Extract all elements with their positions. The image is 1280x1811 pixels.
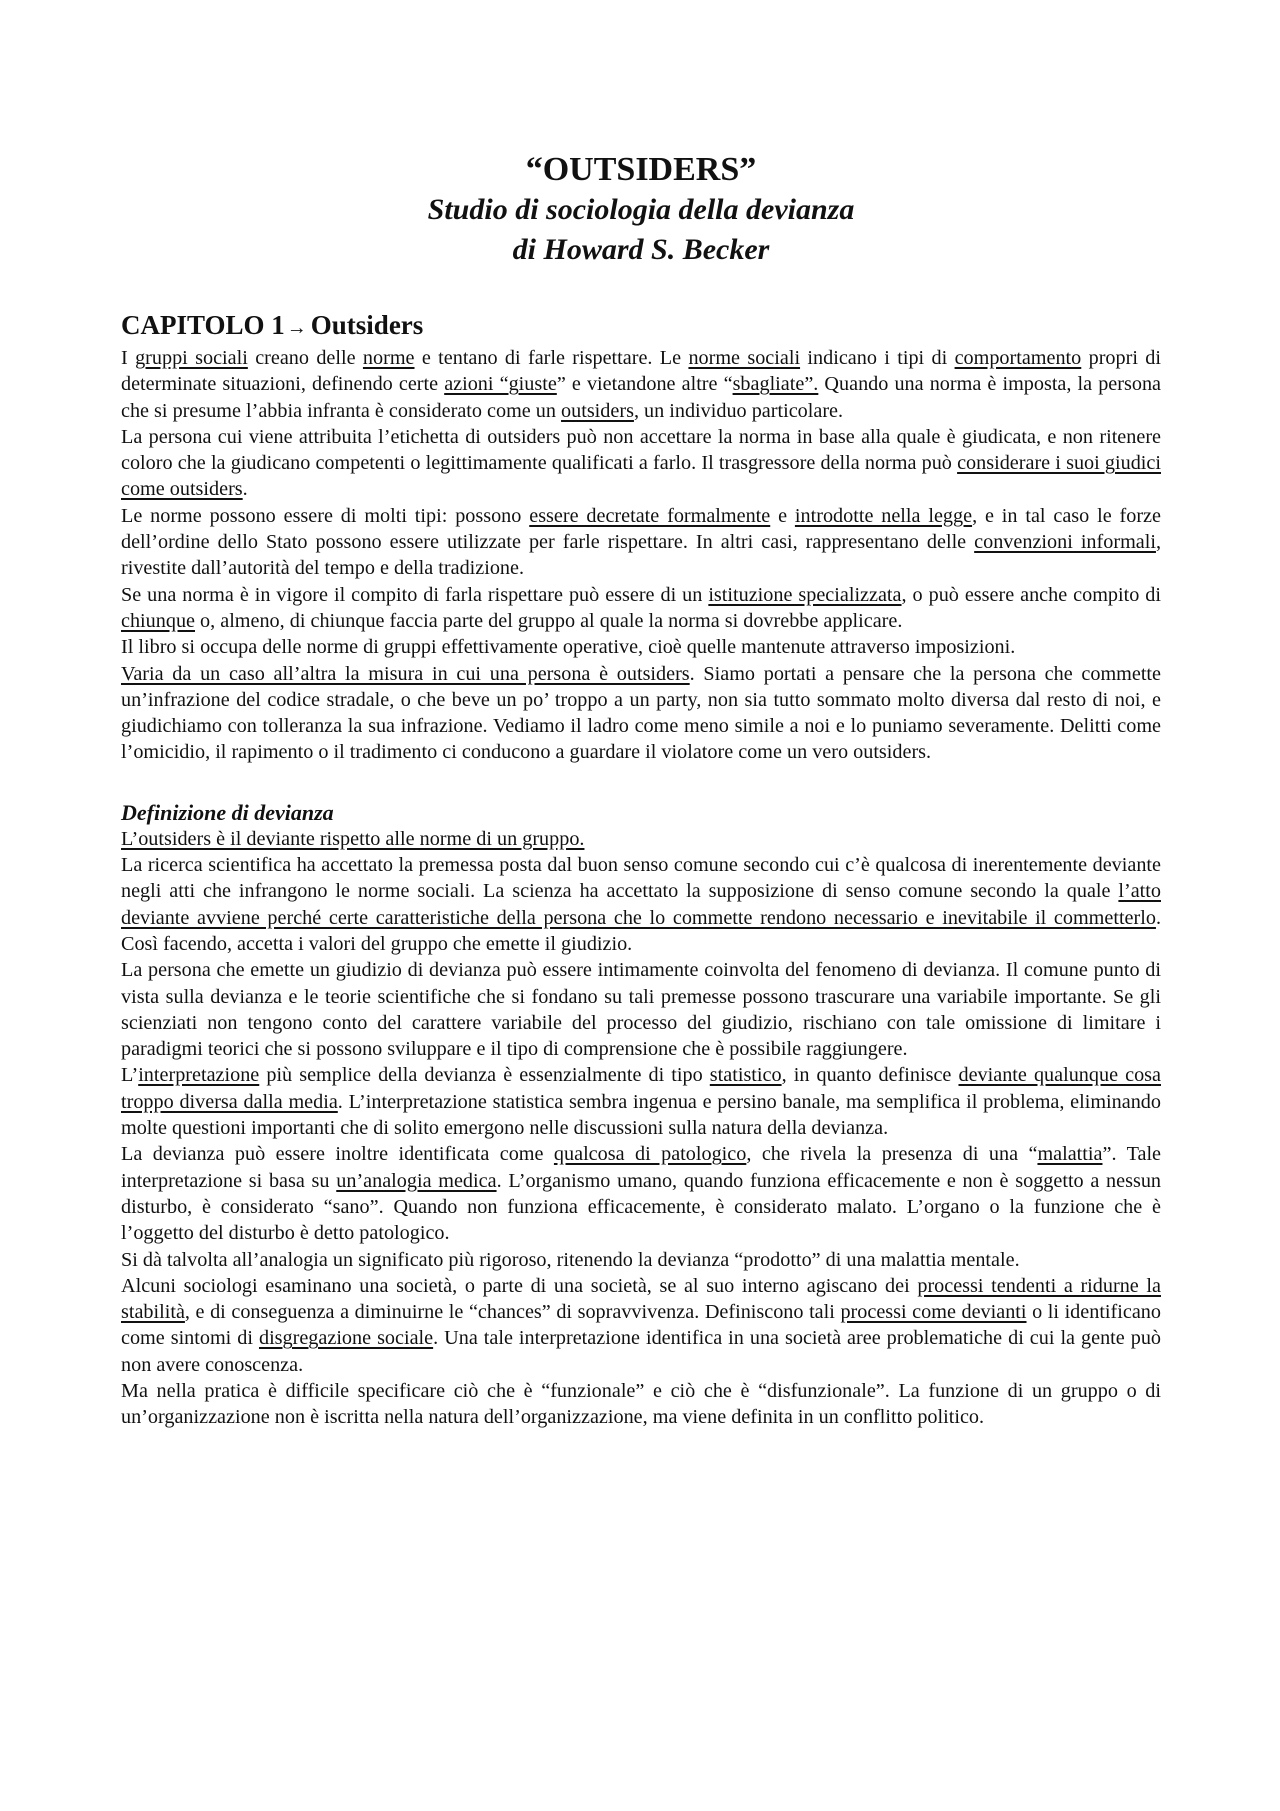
paragraph bbox=[121, 826, 1161, 852]
text-run: , o può essere anche compito di bbox=[901, 583, 1161, 606]
underlined-text: qualcosa di patologico bbox=[553, 1143, 747, 1166]
paragraph bbox=[121, 957, 1161, 1062]
section-body bbox=[121, 826, 1161, 1431]
underlined-text: processi come devianti bbox=[840, 1301, 1027, 1324]
paragraph bbox=[121, 1062, 1161, 1141]
chapter-body bbox=[121, 345, 1161, 766]
chapter-label: CAPITOLO 1 bbox=[121, 310, 285, 340]
underlined-text: introdotte nella legge bbox=[794, 504, 973, 527]
underlined-text: Varia da un caso all’altra la misura in cui una persona è outsiders bbox=[121, 662, 690, 685]
text-run: . Una tale interpretazione identifica in una società aree problematiche di cui la gente può non avere conoscenza. bbox=[121, 1327, 1162, 1376]
underlined-text: l’atto deviante avviene perché certe caratteristiche della persona che lo commette rendono necessario e inevitabile il commetterlo bbox=[121, 880, 1161, 929]
text-run: , un individuo particolare. bbox=[633, 399, 844, 422]
text-run: . L’interpretazione statistica sembra ingenua e persino banale, ma semplifica il problema, eliminando molte questioni importanti che di solito emergono nelle discussioni sulla natura della devianza. bbox=[121, 1090, 1161, 1140]
text-run: Le norme possono essere di molti tipi: possono bbox=[121, 504, 530, 527]
paragraph bbox=[121, 345, 1161, 424]
underlined-text: istituzione specializzata bbox=[708, 583, 902, 606]
text-run: . L’organismo umano, quando funziona efficacemente e non è soggetto a nessun disturbo, è considerato “sano”. Quando non funziona efficacemente, è considerato malato. L’organo o la funzione che è l’oggetto del disturbo è detto patologico. bbox=[121, 1169, 1162, 1245]
text-run: Se una norma è in vigore il compito di farla rispettare può essere di un bbox=[121, 583, 709, 606]
document-title: “OUTSIDERS” bbox=[525, 151, 757, 188]
underlined-text: un’analogia medica bbox=[336, 1169, 497, 1192]
document-author: di Howard S. Becker bbox=[512, 233, 770, 266]
text-run: più semplice della devianza è essenzialmente di tipo bbox=[259, 1064, 710, 1087]
text-run: ”. Tale interpretazione si basa su bbox=[121, 1143, 1162, 1192]
arrow-right-icon: → bbox=[286, 317, 307, 339]
text-run: Il libro si occupa delle norme di gruppi effettivamente operative, cioè quelle mantenute attraverso imposizioni. bbox=[121, 636, 1016, 659]
text-run: . bbox=[242, 478, 248, 501]
text-run: L’ bbox=[121, 1064, 139, 1087]
underlined-text: processi tendenti a ridurne la stabilità bbox=[121, 1274, 1161, 1324]
underlined-text: L’outsiders è il deviante rispetto alle norme di un gruppo. bbox=[121, 827, 585, 850]
text-run: e tentano di farle rispettare. Le bbox=[414, 347, 689, 369]
text-run: Quando una norma è imposta, la persona che si presume l’abbia infranta è considerato come un bbox=[121, 373, 1161, 422]
underlined-text: chiunque bbox=[121, 609, 195, 632]
text-run: . Così facendo, accetta i valori del gruppo che emette il giudizio. bbox=[121, 906, 1161, 955]
underlined-text: comportamento bbox=[954, 347, 1082, 369]
underlined-text: outsiders bbox=[561, 399, 634, 422]
section-heading: Definizione di devianza bbox=[121, 799, 334, 825]
document-subtitle: Studio di sociologia della devianza bbox=[427, 193, 855, 226]
paragraph bbox=[121, 634, 1161, 660]
underlined-text: sbagliate”. bbox=[732, 373, 819, 396]
underlined-text: malattia bbox=[1037, 1143, 1103, 1166]
paragraph bbox=[121, 582, 1161, 635]
text-run: La persona cui viene attribuita l’etichetta di outsiders può non accettare la norma in base alla quale è giudicata, e non ritenere coloro che la giudicano competenti o legittimamente qualificati a farlo. Il trasgressore della norma può bbox=[121, 425, 1161, 475]
text-run: La persona che emette un giudizio di devianza può essere intimamente coinvolta del fenomeno di devianza. Il comune punto di vista sulla devianza e le teorie scientifiche che si fondano su tali premesse possono trascurare una variabile importante. Se gli scienziati non tengono conto del carattere variabile del processo del giudizio, rischiano con tale omissione di limitare i paradigmi teorici che si possono sviluppare e il tipo di comprensione che è possibile raggiungere. bbox=[121, 959, 1161, 1061]
paragraph bbox=[121, 424, 1161, 503]
underlined-text: statistico bbox=[709, 1064, 782, 1087]
underlined-text: azioni “giuste bbox=[444, 373, 557, 396]
paragraph bbox=[121, 1141, 1161, 1246]
paragraph bbox=[121, 661, 1161, 766]
underlined-text: norme sociali bbox=[688, 347, 801, 369]
chapter-name: Outsiders bbox=[310, 310, 424, 340]
chapter-heading bbox=[121, 308, 1161, 345]
text-run: , che rivela la presenza di una “ bbox=[746, 1143, 1038, 1166]
text-run: propri di determinate situazioni, definendo certe bbox=[121, 347, 1162, 396]
paragraph bbox=[121, 503, 1161, 582]
paragraph bbox=[121, 852, 1161, 957]
text-run: , in quanto definisce bbox=[781, 1064, 959, 1087]
text-run: La devianza può essere inoltre identificata come bbox=[121, 1143, 554, 1166]
text-run: , e di conseguenza a diminuirne le “chances” di sopravvivenza. Definiscono tali bbox=[184, 1301, 841, 1324]
underlined-text: deviante qualunque cosa troppo diversa dalla media bbox=[121, 1064, 1161, 1113]
paragraph bbox=[121, 1273, 1161, 1378]
underlined-text: interpretazione bbox=[138, 1064, 260, 1087]
text-run: Alcuni sociologi esaminano una società, o parte di una società, se al suo interno agiscano dei bbox=[121, 1274, 918, 1297]
underlined-text: considerare i suoi giudici come outsiders bbox=[121, 452, 1161, 501]
text-run: Si dà talvolta all’analogia un significato più rigoroso, ritenendo la devianza “prodotto” di una malattia mentale. bbox=[121, 1248, 1020, 1271]
underlined-text: norme bbox=[362, 347, 415, 369]
underlined-text: essere decretate formalmente bbox=[529, 504, 771, 527]
text-run: ” e vietandone altre “ bbox=[556, 373, 733, 396]
text-run: indicano i tipi di bbox=[800, 347, 955, 369]
paragraph bbox=[121, 1247, 1161, 1273]
underlined-text: gruppi sociali bbox=[135, 347, 248, 369]
document-page bbox=[121, 150, 1161, 1431]
text-run: Ma nella pratica è difficile specificare ciò che è “funzionale” e ciò che è “disfunzionale”. La funzione di un gruppo o di un’organizzazione non è iscritta nella natura dell’organizzazione, ma viene definita in un conflitto politico. bbox=[121, 1379, 1161, 1429]
text-run: I bbox=[121, 347, 136, 369]
text-run: o, almeno, di chiunque faccia parte del gruppo al quale la norma si dovrebbe applicare. bbox=[195, 609, 903, 632]
text-run: o li identificano come sintomi di bbox=[121, 1301, 1161, 1350]
underlined-text: disgregazione sociale bbox=[258, 1327, 434, 1350]
underlined-text: convenzioni informali bbox=[974, 531, 1156, 554]
text-run: creano delle bbox=[247, 347, 363, 369]
text-run: La ricerca scientifica ha accettato la premessa posta dal buon senso comune secondo cui c’è qualcosa di inerentemente deviante negli atti che infrangono le norme sociali. La scienza ha accettato la supposizione di senso comune secondo la quale bbox=[121, 854, 1161, 903]
text-run: , e in tal caso le forze dell’ordine dello Stato possono essere utilizzate per farle rispettare. In altri casi, rappresentano delle bbox=[121, 504, 1161, 554]
text-run: , rivestite dall’autorità del tempo e della tradizione. bbox=[121, 531, 1161, 580]
paragraph bbox=[121, 1378, 1161, 1431]
text-run: . Siamo portati a pensare che la persona che commette un’infrazione del codice stradale, o che beve un po’ troppo a un party, non sia tutto sommato molto diversa dal resto di noi, e giudichiamo con tolleranza la sua infrazione. Vediamo il ladro come meno simile a noi e lo puniamo severamente. Delitti come l’omicidio, il rapimento o il tradimento ci conducono a guardare il violatore come un vero outsiders. bbox=[121, 662, 1161, 764]
text-run: e bbox=[770, 504, 795, 527]
